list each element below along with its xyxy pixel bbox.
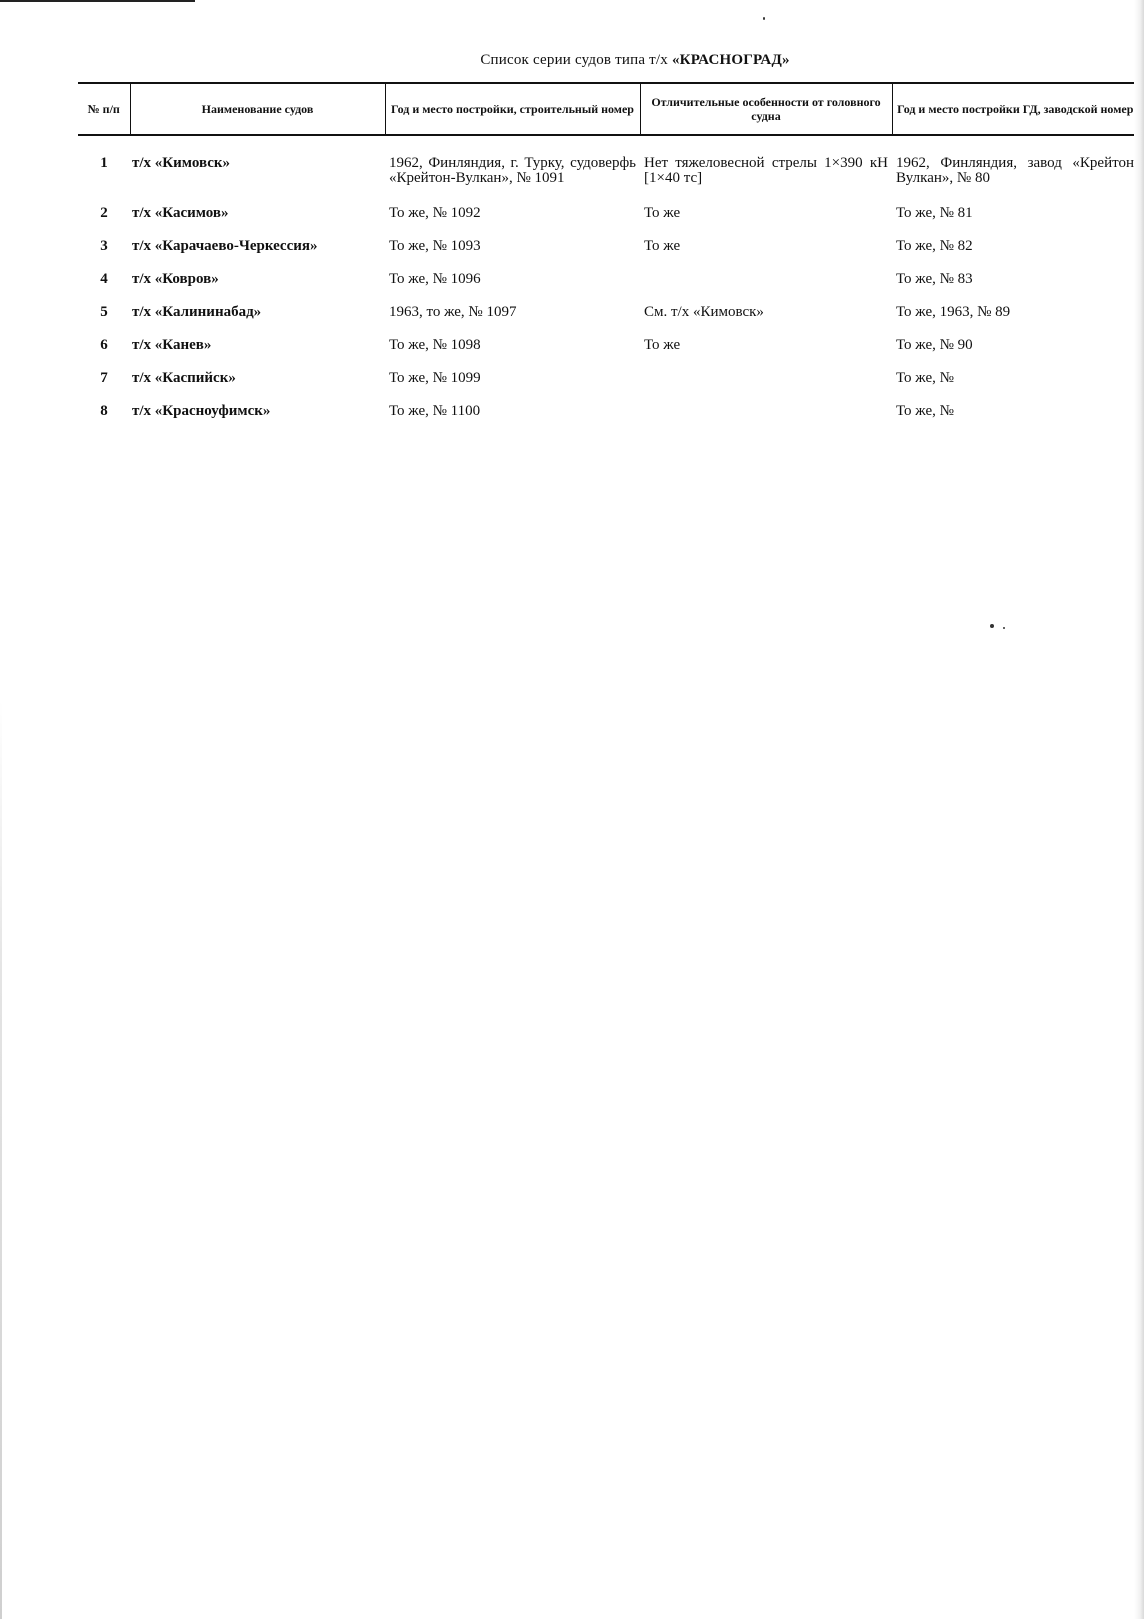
row-number: 3 [100,238,108,254]
row-number: 4 [100,271,108,287]
table-row [78,305,1138,338]
row-build-info: 1962, Финляндия, г. Турку, судоверфь «Крейтон-Вулкан», № 1091 [389,155,636,186]
row-build-info: То же, № 1092 [389,205,481,221]
ship-series-table [78,82,1138,437]
row-number: 7 [100,370,108,386]
table-row [78,371,1138,404]
row-build-info: 1963, то же, № 1097 [389,304,517,320]
row-build-info: То же, № 1096 [389,271,481,287]
scan-speck [1003,627,1005,629]
row-engine-info: То же, № 83 [896,271,973,287]
row-number: 8 [100,403,108,419]
row-build-info: То же, № 1099 [389,370,481,386]
row-ship-name: т/х «Каспийск» [132,370,236,386]
row-engine-info: То же, № [896,370,954,386]
row-build-info: То же, № 1093 [389,238,481,254]
row-number: 2 [100,205,108,221]
row-features: То же [644,238,681,254]
header-features: Отличительные особенности от головного судна [640,83,892,135]
row-ship-name: т/х «Ковров» [132,271,219,287]
scan-speck [763,17,765,20]
row-ship-name: т/х «Калининабад» [132,304,262,320]
row-ship-name: т/х «Канев» [132,337,212,353]
row-engine-info: То же, № 82 [896,238,973,254]
scan-edge-shadow [0,700,2,1619]
header-build-info: Год и место постройки, строительный номер [385,83,640,135]
row-engine-info: То же, 1963, № 89 [896,304,1011,320]
row-engine-info: 1962, Финляндия, завод «Крейтон Вулкан», № 80 [896,155,1134,186]
table-row [78,404,1138,437]
row-ship-name: т/х «Карачаево-Черкессия» [132,238,318,254]
row-engine-info: То же, № 90 [896,337,973,353]
row-ship-name: т/х «Кимовск» [132,155,231,171]
document-title [0,52,1144,69]
row-number: 5 [100,304,108,320]
row-ship-name: т/х «Красноуфимск» [132,403,271,419]
row-features: То же [644,337,681,353]
header-ship-name: Наименование судов [130,83,385,135]
row-engine-info: То же, № 81 [896,205,973,221]
title-prefix: Список серии судов типа т/х [480,52,672,68]
corner-rule [0,0,195,2]
title-ship-name: «КРАСНОГРАД» [671,52,790,68]
row-ship-name: т/х «Касимов» [132,205,229,221]
scan-edge-shadow [1134,0,1144,1619]
row-features [640,272,892,305]
row-build-info: То же, № 1098 [389,337,481,353]
row-features: Нет тяжеловесной стрелы 1×390 кН [1×40 тс] [644,155,888,186]
scan-speck [990,624,994,628]
table-row [78,272,1138,305]
row-features: См. т/х «Кимовск» [644,304,764,320]
header-number: № п/п [78,83,130,135]
row-features [640,404,892,437]
table-row [78,206,1138,239]
row-build-info: То же, № 1100 [389,403,481,419]
table-row [78,135,1138,206]
row-features: То же [644,205,681,221]
row-features [640,371,892,404]
table-row [78,239,1138,272]
row-number: 1 [100,155,108,171]
table-header-row [78,83,1138,135]
row-engine-info: То же, № [896,403,954,419]
header-engine-info: Год и место постройки ГД, заводской номер [892,83,1138,135]
row-number: 6 [100,337,108,353]
table-row [78,338,1138,371]
